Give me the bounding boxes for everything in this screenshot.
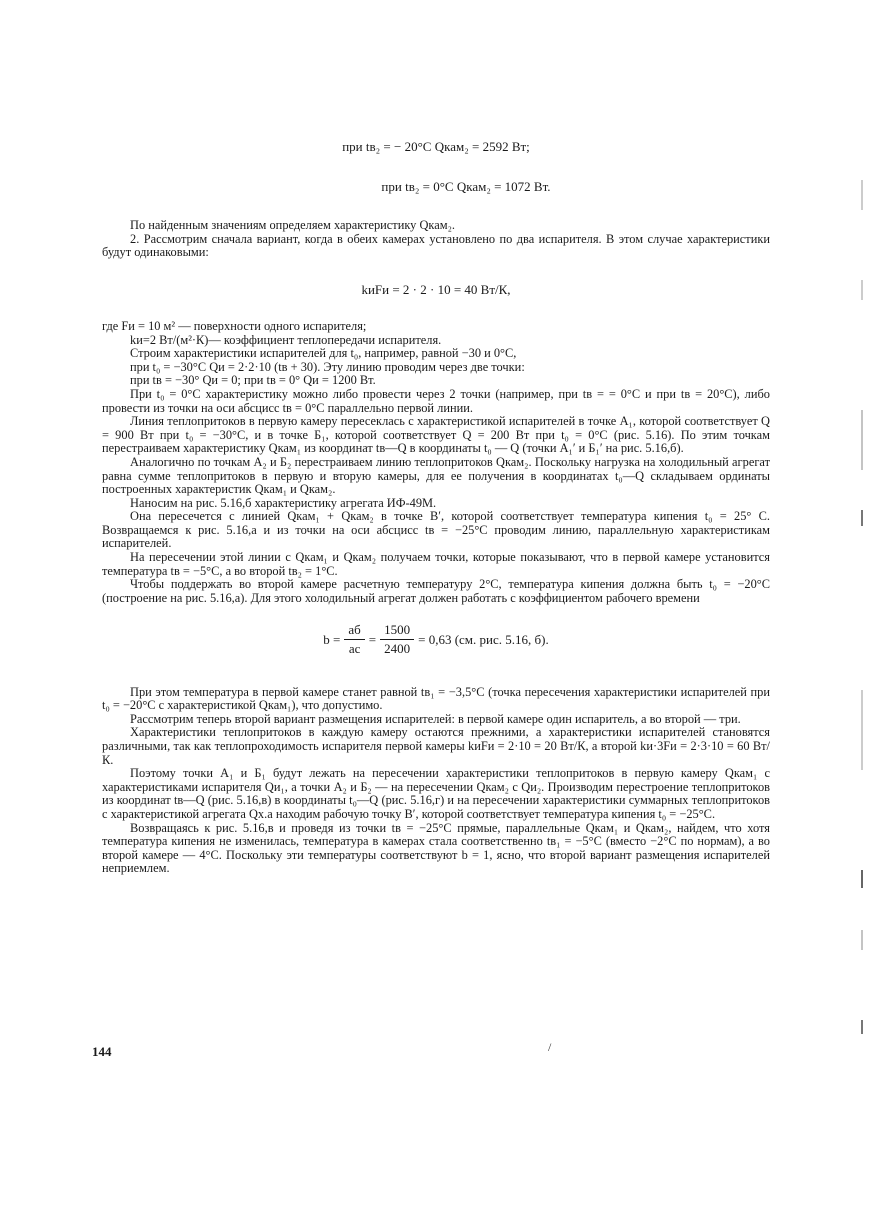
paragraph: Рассмотрим теперь второй вариант размещения испарителей: в первой камере один испаритель, а во второй — три. bbox=[130, 711, 741, 726]
formula-kf: kиFи = 2 · 2 · 10 = 40 Вт/К, bbox=[361, 281, 511, 297]
fraction-2-numerator: 1500 bbox=[380, 623, 414, 640]
paragraph: при tв = −30° Qи = 0; при tв = 0° Qи = 1200 Вт. bbox=[130, 373, 376, 388]
paragraph: При этом температура в первой камере станет равной tв₁ = −3,5°С (точка пересечения характеристики испарителей при t₀ = −20°С с характеристикой Qкам₁), что допустимо. bbox=[102, 684, 770, 713]
bottom-mark: / bbox=[548, 1040, 552, 1054]
paragraph: На пересечении этой линии с Qкам₁ и Qкам₂ получаем точки, которые показывают, что в первой камере установится температура tв = −5°С, а во второй tв₂ = 1°С. bbox=[102, 550, 770, 578]
page-body bbox=[102, 140, 770, 876]
paragraph: 2. Рассмотрим сначала вариант, когда в обеих камерах установлено по два испарителя. В этом случае характеристики будут одинаковыми: bbox=[102, 231, 770, 260]
paragraph: Линия теплопритоков в первую камеру пересеклась с характеристикой испарителей в точке A₁, которой соответствует Q = 900 Вт при t₀ = −30°С, и в точке Б₁, которой соответствует Q = 200 Вт при t₀ = 0°С (рис. 5.16). По этим точкам перестраиваем характеристику Qкам₁ из координат tв—Q в координаты t₀ — Q (точки A₁′ и Б₁′ на рис. 5.16,б). bbox=[102, 414, 770, 456]
paragraph: при t₀ = −30°С Qи = 2·2·10 (tв + 30). Эту линию проводим через две точки: bbox=[130, 359, 525, 374]
fraction-1-numerator: аб bbox=[344, 623, 364, 640]
paragraph: Характеристики теплопритоков в каждую камеру остаются прежними, а характеристики испарителей становятся различными, так как теплопроходимость испарителя первой камеры kиFи = 2·10 = 20 Вт/К, а второй kи·3Fи = 2·3·10 = 60 Вт/К. bbox=[102, 725, 770, 767]
formula-b bbox=[102, 623, 770, 655]
paragraph: По найденным значениям определяем характеристику Qкам₂. bbox=[130, 218, 456, 233]
paragraph: Наносим на рис. 5.16,б характеристику агрегата ИФ-49М. bbox=[130, 495, 437, 510]
paragraph: Строим характеристики испарителей для t₀, например, равной −30 и 0°С, bbox=[130, 346, 517, 361]
paragraph: Чтобы поддержать во второй камере расчетную температуру 2°С, температура кипения должна быть t₀ = −20°С (построение на рис. 5.16,а). Для этого холодильный агрегат должен работать с коэффициентом рабочего времени bbox=[102, 577, 770, 605]
fraction-1 bbox=[344, 623, 364, 655]
scan-edge-noise bbox=[856, 170, 868, 1070]
paragraph: Поэтому точки A₁ и Б₁ будут лежать на пересечении характеристики теплопритоков в первую камеру Qкам₁ с характеристиками испарителя Qи₁, а точки A₂ и Б₂ — на пересечении Qкам₂ с Qи₂. Производим перестроение теплопритоков из координат tв—Q (рис. 5.16,в) в координаты t₀—Q (рис. 5.16,г) и на пересечении характеристики суммарных теплопритоков с характеристикой агрегата Qх.а находим рабочую точку B′, которой соответствует температура кипения t₀ = −25°С. bbox=[102, 766, 770, 821]
paragraph: Возвращаясь к рис. 5.16,в и проведя из точки tв = −25°С прямые, параллельные Qкам₁ и Qкам₂, найдем, что хотя температура кипения не изменилась, температура в камерах стала соответственно tв₁ = −5°С (вместо −2°С по нормам), а во второй камере — 4°С. Поскольку эти температуры соответствуют b = 1, ясно, что второй вариант размещения испарителей неприемлем. bbox=[102, 820, 770, 876]
paragraph: kи=2 Вт/(м²·К)— коэффициент теплопередачи испарителя. bbox=[130, 332, 442, 347]
formula-b-rhs: = 0,63 (см. рис. 5.16, б). bbox=[418, 631, 549, 647]
paragraph: Она пересечется с линией Qкам₁ + Qкам₂ в точке B′, которой соответствует температура кипения t₀ = 25° С. Возвращаемся к рис. 5.16,а и из точки на оси абсцисс tв = −25°С проводим линию, параллельную характеристикам испарителей. bbox=[102, 509, 770, 551]
paragraph: Аналогично по точкам A₂ и Б₂ перестраиваем линию теплопритоков Qкам₂. Поскольку нагрузка на холодильный агрегат равна сумме теплопритоков в первую и вторую камеры, для ее получения в координатах t₀—Q складываем ординаты построенных характеристик Qкам₁ и Qкам₂. bbox=[102, 454, 770, 497]
page-number: 144 bbox=[92, 1044, 112, 1059]
fraction-2 bbox=[380, 623, 414, 655]
paragraph: где Fи = 10 м² — поверхности одного испарителя; bbox=[102, 318, 367, 333]
fraction-1-denominator: ас bbox=[348, 641, 361, 657]
scan-edge-marks bbox=[856, 170, 868, 1070]
fraction-2-denominator: 2400 bbox=[384, 641, 411, 657]
formula-b-lhs: b = bbox=[323, 631, 341, 647]
paragraph: При t₀ = 0°С характеристику можно либо провести через 2 точки (например, при tв = = 0°С и при tв = 20°С), либо провести из точки на оси абсцисс tв = 0°С параллельно первой линии. bbox=[102, 386, 770, 415]
equation-top-1: при tв₂ = − 20°С Qкам₂ = 2592 Вт; bbox=[342, 139, 530, 154]
equation-top-2: при tв₂ = 0°С Qкам₂ = 1072 Вт. bbox=[381, 178, 551, 194]
formula-b-eq: = bbox=[368, 631, 377, 647]
